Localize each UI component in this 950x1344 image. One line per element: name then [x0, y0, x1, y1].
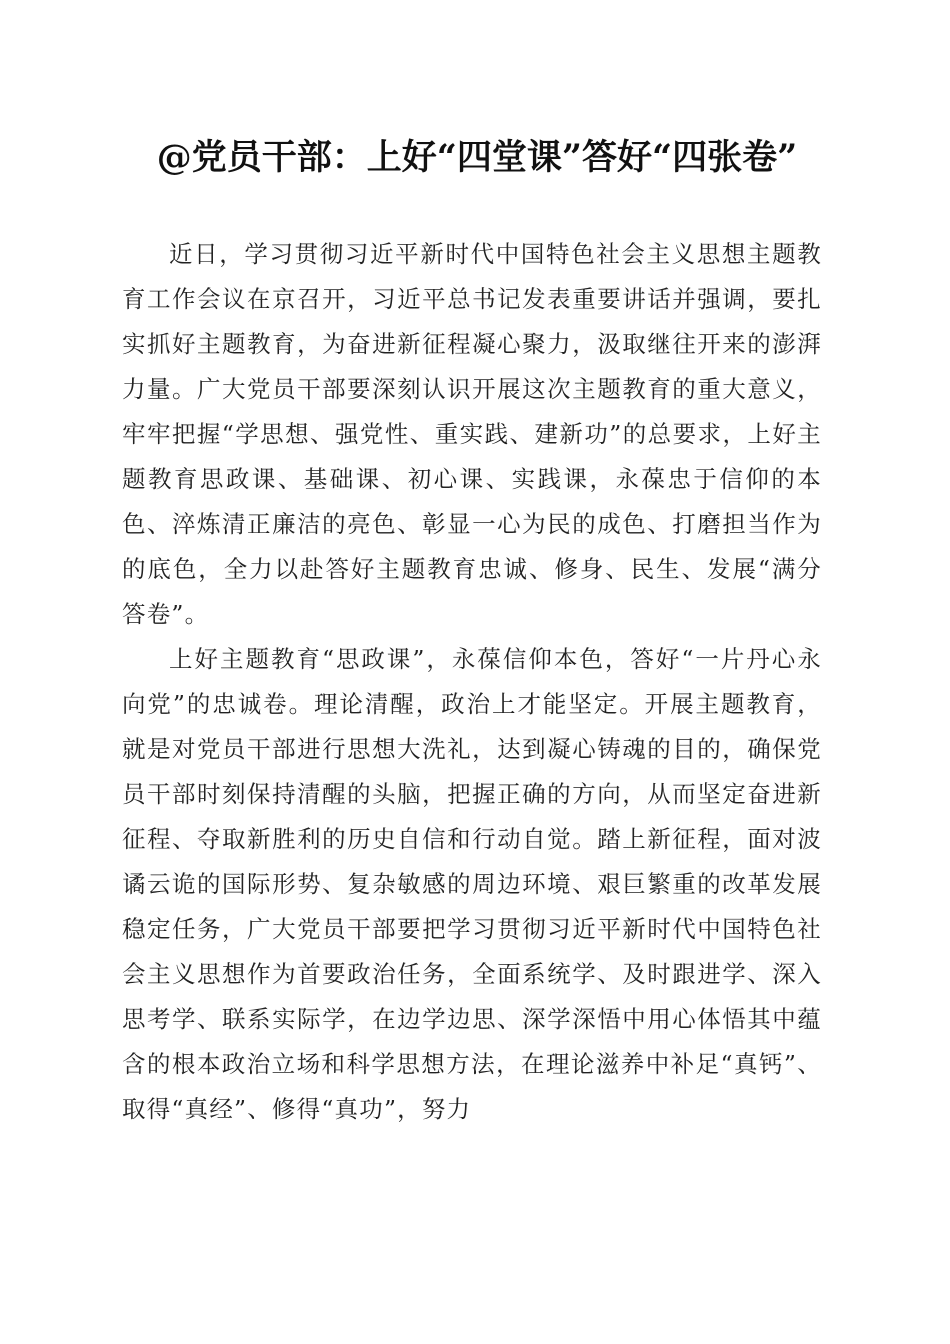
document-title: @党员干部：上好“四堂课”答好“四张卷”: [156, 137, 798, 178]
paragraph-1: 近日，学习贯彻习近平新时代中国特色社会主义思想主题教育工作会议在京召开，习近平总书记发表重要讲话并强调，要扎实抓好主题教育，为奋进新征程凝心聚力，汲取继往开来的澎湃力量。广大党员干部要深刻认识开展这次主题教育的重大意义，牢牢把握“学思想、强党性、重实践、建新功”的总要求，上好主题教育思政课、基础课、初心课、实践课，永葆忠于信仰的本色、淬炼清正廉洁的亮色、彰显一心为民的成色、打磨担当作为的底色，全力以赴答好主题教育忠诚、修身、民生、发展“满分答卷”。: [122, 240, 822, 628]
paragraph-2: 上好主题教育“思政课”，永葆信仰本色，答好“一片丹心永向党”的忠诚卷。理论清醒，政治上才能坚定。开展主题教育，就是对党员干部进行思想大洗礼，达到凝心铸魂的目的，确保党员干部时刻保持清醒的头脑，把握正确的方向，从而坚定奋进新征程、夺取新胜利的历史自信和行动自觉。踏上新征程，面对波谲云诡的国际形势、复杂敏感的周边环境、艰巨繁重的改革发展稳定任务，广大党员干部要把学习贯彻习近平新时代中国特色社会主义思想作为首要政治任务，全面系统学、及时跟进学、深入思考学、联系实际学，在边学边思、深学深悟中用心体悟其中蕴含的根本政治立场和科学思想方法，在理论滋养中补足“真钙”、取得“真经”、修得“真功”，努力: [122, 645, 822, 1123]
document-body: [122, 232, 822, 1132]
